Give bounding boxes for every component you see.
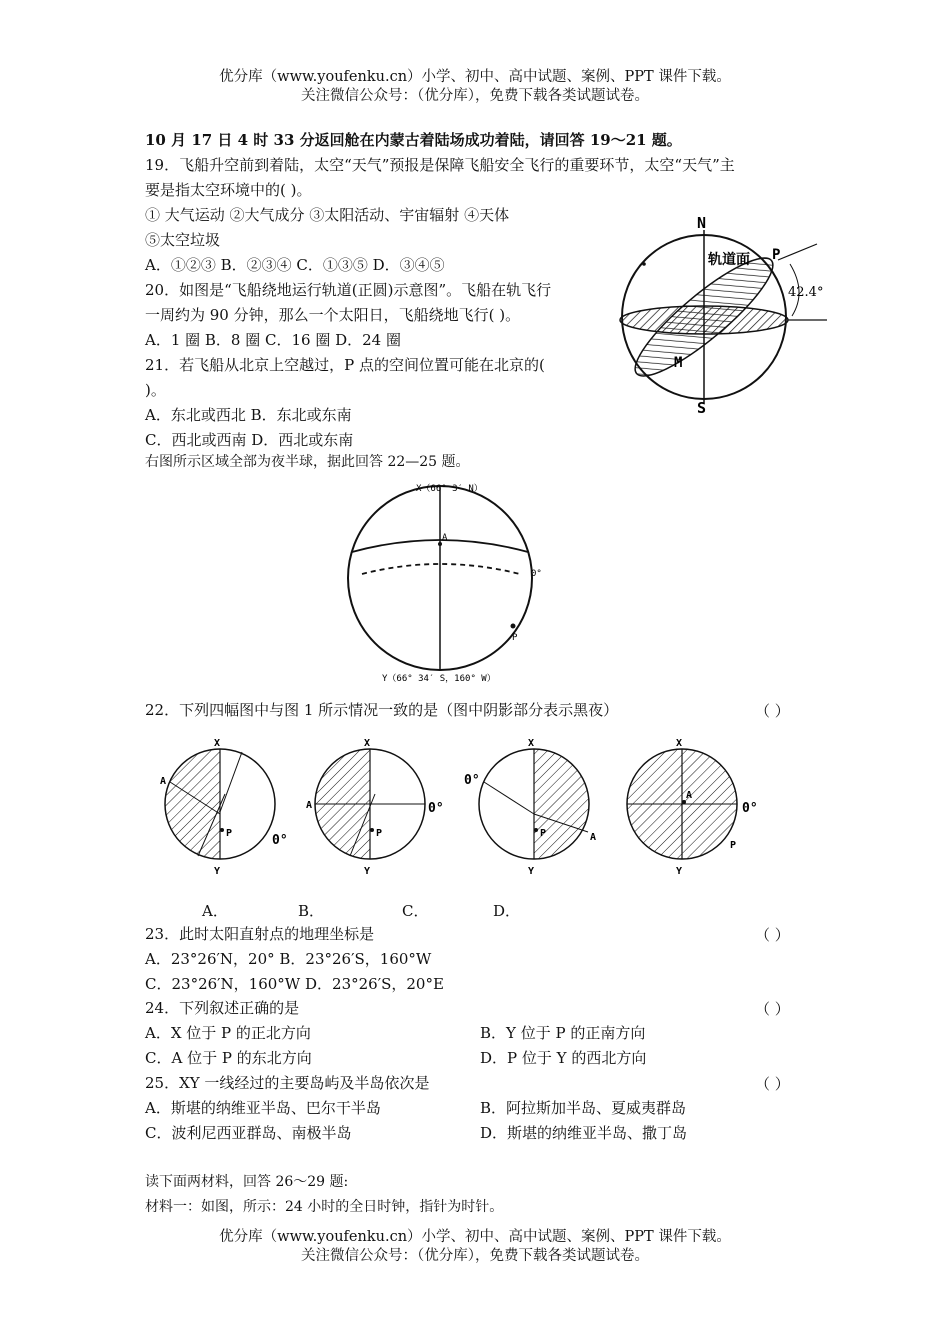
q19-line1: 19．飞船升空前到着陆，太空“天气”预报是保障飞船安全飞行的重要环节，太空“天气”主	[145, 156, 735, 174]
q24-option-a: A．X 位于 P 的正北方向	[145, 1024, 311, 1042]
diagram-b-zero: 0°	[428, 801, 444, 816]
orbit-figure	[612, 212, 842, 417]
q24-option-d: D．P 位于 Y 的西北方向	[480, 1049, 647, 1067]
q23-stem: 23．此时太阳直射点的地理坐标是	[145, 925, 375, 943]
q25-option-b: B．阿拉斯加半岛、夏威夷群岛	[480, 1099, 687, 1117]
q20-options: A．1 圈 B．8 圈 C．16 圈 D．24 圈	[145, 331, 401, 349]
diagram-d-p: P	[730, 840, 737, 851]
label-p: P	[512, 633, 518, 643]
label-x: X（66° 3′ N）	[416, 484, 483, 494]
dashed-parallel	[362, 564, 520, 574]
diagram-c-night	[534, 732, 604, 882]
q24-stem: 24．下列叙述正确的是	[145, 999, 300, 1017]
diagram-a-y: Y	[214, 866, 221, 877]
q21-opt2: C．西北或西南 D．西北或东南	[145, 431, 354, 449]
q21-opt1: A．东北或西北 B．东北或东南	[145, 406, 352, 424]
diagram-d	[620, 732, 758, 882]
diagram-c-y: Y	[528, 866, 535, 877]
q24-option-c: C．A 位于 P 的东北方向	[145, 1049, 312, 1067]
q20-line2: 一周约为 90 分钟，那么一个太阳日，飞船绕地飞行( )。	[145, 306, 521, 324]
diagram-b-p: P	[376, 828, 383, 839]
q23-opt1: A．23°26′N，20° B．23°26′S，160°W	[145, 950, 432, 968]
page-footer-line1: 优分库（www.youfenku.cn）小学、初中、高中试题、案例、PPT 课件下载。	[219, 1229, 731, 1245]
material-1: 材料一：如图，所示：24 小时的全日时钟，指针为时针。	[145, 1199, 504, 1215]
q22-label-a: A．	[202, 902, 228, 920]
q20-line1: 20．如图是“飞船绕地运行轨道(正圆)示意图”。飞船在轨飞行	[145, 281, 552, 299]
diagram-c-p: P	[540, 828, 547, 839]
q22-label-b: B．	[298, 902, 325, 920]
diagram-c-x: X	[528, 738, 535, 749]
q19-line3: ① 大气运动 ②大气成分 ③太阳活动、宇宙辐射 ④天体	[145, 206, 510, 224]
q23-answer-blank: （ ）	[755, 926, 790, 944]
label-point-p: P	[772, 247, 781, 263]
diagram-b-y: Y	[364, 866, 371, 877]
diagram-a-ray1	[220, 752, 242, 812]
point-p-dot	[511, 624, 516, 629]
label-a: A	[442, 533, 448, 543]
intro-26-29: 读下面两材料，回答 26～29 题:	[145, 1174, 349, 1190]
diagram-b-point-p	[370, 828, 374, 832]
intro-19-21: 10 月 17 日 4 时 33 分返回舱在内蒙古着陆场成功着陆，请回答 19～21 题。	[145, 131, 682, 149]
page-header-line2: 关注微信公众号：（优分库），免费下载各类试题试卷。	[301, 88, 649, 104]
q25-option-d: D．斯堪的纳维亚半岛、撒丁岛	[480, 1124, 688, 1142]
label-angle: 42.4°	[788, 285, 824, 300]
diagram-a-x: X	[214, 738, 221, 749]
diagram-a	[150, 732, 288, 882]
label-orbit-plane: 轨道面	[708, 252, 750, 268]
diagram-d-a: A	[686, 790, 693, 801]
q24-answer-blank: （ ）	[755, 1000, 790, 1018]
q25-option-a: A．斯堪的纳维亚半岛、巴尔干半岛	[145, 1099, 381, 1117]
q22-stem: 22．下列四幅图中与图 1 所示情况一致的是（图中阴影部分表示黑夜）	[145, 701, 619, 719]
diagram-d-y: Y	[676, 866, 683, 877]
q19-line4: ⑤太空垃圾	[145, 231, 221, 249]
q23-opt2: C．23°26′N，160°W D．23°26′S，20°E	[145, 975, 444, 993]
q25-answer-blank: （ ）	[755, 1075, 790, 1093]
q25-option-c: C．波利尼西亚群岛、南极半岛	[145, 1124, 352, 1142]
diagram-a-a: A	[160, 776, 167, 787]
q22-label-d: D．	[493, 902, 521, 920]
label-north: N	[697, 214, 707, 232]
diagram-d-zero: 0°	[742, 801, 758, 816]
q22-label-c: C．	[402, 902, 429, 920]
q19-line2: 要是指太空环境中的( )。	[145, 181, 312, 199]
diagram-b-x: X	[364, 738, 371, 749]
diagram-a-zero: 0°	[272, 833, 288, 848]
diagram-d-x: X	[676, 738, 683, 749]
page-header-line1: 优分库（www.youfenku.cn）小学、初中、高中试题、案例、PPT 课件下载。	[219, 69, 731, 85]
label-point-m: M	[674, 355, 683, 371]
q21-line2: )。	[145, 381, 166, 399]
small-dot	[642, 262, 646, 266]
diagram-b-a: A	[306, 800, 313, 811]
diagram-c	[464, 732, 604, 882]
angle-ray-orbit	[778, 244, 817, 260]
diagram-c-zero: 0°	[464, 773, 480, 788]
page-footer-line2: 关注微信公众号：（优分库），免费下载各类试题试卷。	[301, 1248, 649, 1264]
q22-option-diagrams	[150, 732, 770, 882]
diagram-a-p: P	[226, 828, 233, 839]
equator-plane	[620, 306, 788, 334]
q25-stem: 25．XY 一线经过的主要岛屿及半岛依次是	[145, 1074, 430, 1092]
label-y: Y（66° 34′ S，160° W）	[382, 674, 496, 683]
diagram-c-point-p	[534, 828, 538, 832]
q21-line1: 21．若飞船从北京上空越过，P 点的空间位置可能在北京的(	[145, 356, 545, 374]
diagram-a-point-p	[220, 828, 224, 832]
label-south: S	[697, 399, 707, 417]
label-zero: 0°	[531, 569, 542, 579]
q22-answer-blank: （ ）	[755, 702, 790, 720]
intro-22-25: 右图所示区域全部为夜半球，据此回答 22—25 题。	[145, 454, 470, 470]
diagram-b	[300, 732, 444, 882]
q24-option-b: B．Y 位于 P 的正南方向	[480, 1024, 646, 1042]
diagram-c-a: A	[590, 832, 597, 843]
diagram-c-ray1	[484, 782, 534, 814]
q19-options: A．①②③ B．②③④ C．①③⑤ D．③④⑤	[145, 256, 445, 274]
night-hemisphere-figure	[330, 478, 560, 683]
